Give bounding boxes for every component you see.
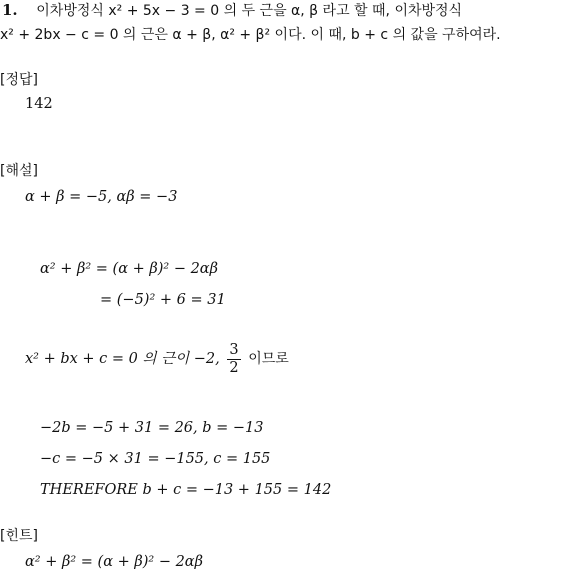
fraction-denominator: 2 [229,359,239,376]
answer-value: 142 [25,96,53,112]
solution-step-square-sum-value: = (−5)² + 6 = 31 [100,292,226,308]
fraction-three-halves [227,342,240,376]
answer-label: [정답] [0,72,38,88]
new-equation-text: x² + bx + c = 0 의 근이 −2, [25,351,220,368]
problem-line-1 [2,3,462,19]
problem-text-line-1: 이차방정식 x² + 5x − 3 = 0 의 두 근을 α, β 라고 할 때, 이차방정식 [36,3,463,19]
solution-step-find-c: −c = −5 × 31 = −155, c = 155 [40,451,271,467]
hint-formula: α² + β² = (α + β)² − 2αβ [25,554,203,570]
problem-number: 1. [2,1,18,19]
solution-step-result: THEREFORE b + c = −13 + 155 = 142 [40,482,332,498]
solution-label: [해설] [0,163,38,179]
new-equation-suffix: 이므로 [248,351,289,368]
solution-step-new-roots [25,342,289,376]
fraction-numerator: 3 [229,342,239,358]
problem-text-line-2: x² + 2bx − c = 0 의 근은 α + β, α² + β² 이다. 이 때, b + c 의 값을 구하여라. [0,27,501,43]
solution-step-find-b: −2b = −5 + 31 = 26, b = −13 [40,420,264,436]
solution-step-sum-product: α + β = −5, αβ = −3 [25,189,178,205]
hint-label: [힌트] [0,528,38,544]
solution-step-square-sum: α² + β² = (α + β)² − 2αβ [40,261,218,277]
